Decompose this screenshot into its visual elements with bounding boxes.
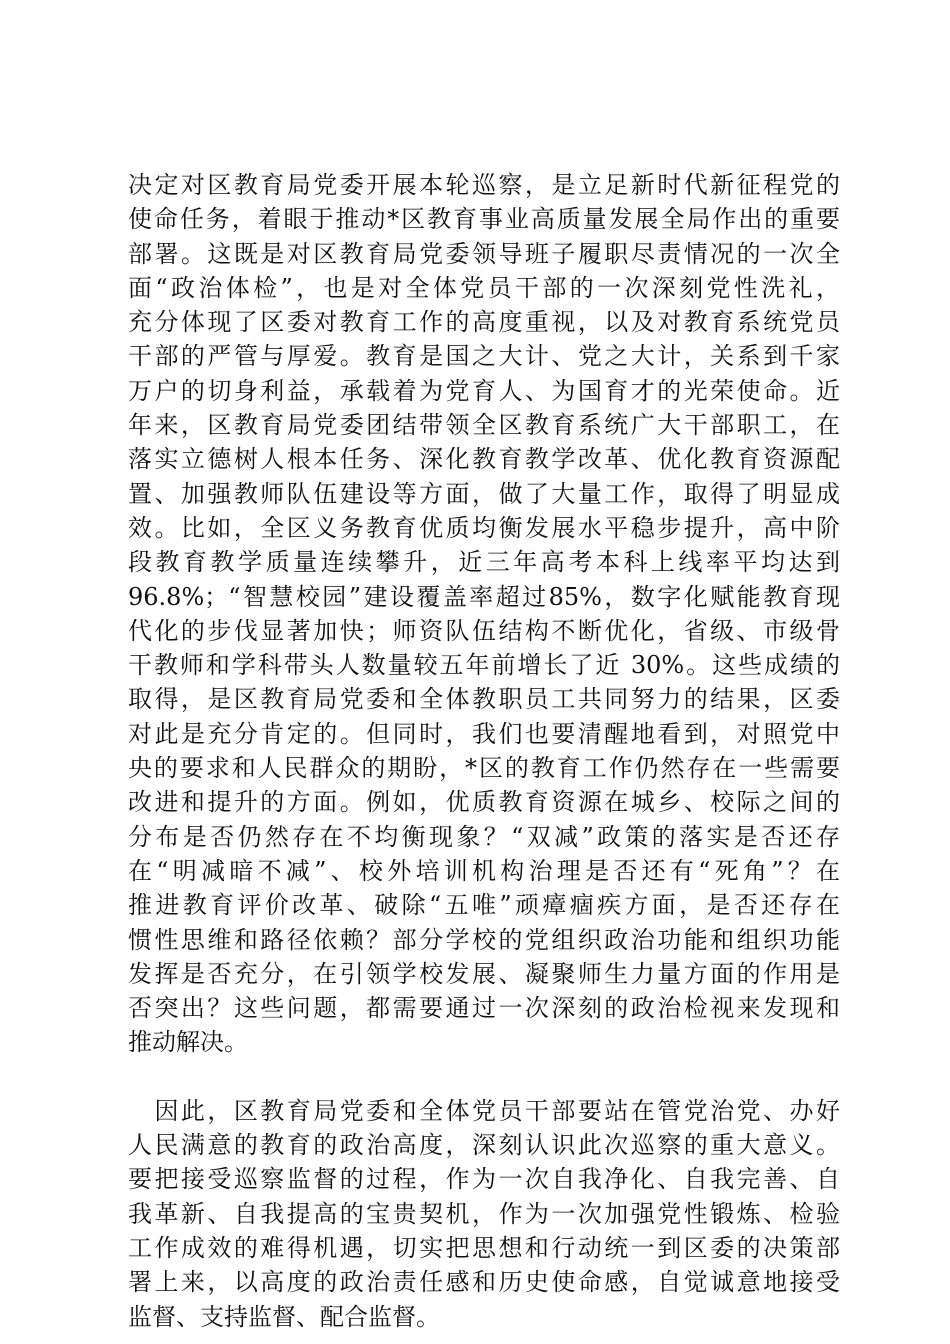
- text-line: 监督、支持监督、配合监督。: [128, 1302, 440, 1331]
- document-body: [128, 168, 840, 1334]
- text-line: 干部的严管与厚爱。教育是国之大计、党之大计，关系到千家: [128, 342, 840, 371]
- text-line: 否突出？这些问题，都需要通过一次深刻的政治检视来发现和: [128, 994, 840, 1023]
- text-line: 要把接受巡察监督的过程，作为一次自我净化、自我完善、自: [128, 1165, 840, 1194]
- text-line: 使命任务，着眼于推动*区教育事业高质量发展全局作出的重要: [128, 205, 840, 234]
- text-line: 效。比如，全区义务教育优质均衡发展水平稳步提升，高中阶: [128, 513, 840, 542]
- text-line: 我革新、自我提高的宝贵契机，作为一次加强党性锻炼、检验: [128, 1199, 840, 1228]
- text-line: 推进教育评价改革、破除“五唯”顽瘴痼疾方面，是否还存在: [128, 891, 840, 920]
- text-line: 年来，区教育局党委团结带领全区教育系统广大干部职工，在: [128, 411, 840, 440]
- text-line: 落实立德树人根本任务、深化教育教学改革、优化教育资源配: [128, 445, 840, 474]
- text-line: 对此是充分肯定的。但同时，我们也要清醒地看到，对照党中: [128, 719, 840, 748]
- text-line: 干教师和学科带头人数量较五年前增长了近 30%。这些成绩的: [128, 651, 840, 680]
- text-line: 央的要求和人民群众的期盼，*区的教育工作仍然存在一些需要: [128, 754, 840, 783]
- text-line: 惯性思维和路径依赖？部分学校的党组织政治功能和组织功能: [128, 925, 840, 954]
- paragraph-gap: [128, 1060, 840, 1094]
- text-line: 代化的步伐显著加快；师资队伍结构不断优化，省级、市级骨: [128, 616, 840, 645]
- text-line: 置、加强教师队伍建设等方面，做了大量工作，取得了明显成: [128, 479, 840, 508]
- text-line: 取得，是区教育局党委和全体教职员工共同努力的结果，区委: [128, 685, 840, 714]
- text-line: 推动解决。: [128, 1028, 248, 1057]
- text-line: 在“明减暗不减”、校外培训机构治理是否还有“死角”？在: [128, 856, 840, 885]
- text-line: 部署。这既是对区教育局党委领导班子履职尽责情况的一次全: [128, 239, 840, 268]
- text-line: 工作成效的难得机遇，切实把思想和行动统一到区委的决策部: [128, 1233, 840, 1262]
- text-line: 人民满意的教育的政治高度，深刻认识此次巡察的重大意义。: [128, 1131, 840, 1160]
- text-line: 96.8%；“智慧校园”建设覆盖率超过85%，数字化赋能教育现: [128, 582, 840, 611]
- text-line: 决定对区教育局党委开展本轮巡察，是立足新时代新征程党的: [128, 171, 840, 199]
- text-line: 万户的切身利益，承载着为党育人、为国育才的光荣使命。近: [128, 376, 840, 405]
- text-line: 充分体现了区委对教育工作的高度重视，以及对教育系统党员: [128, 308, 840, 337]
- text-line: 改进和提升的方面。例如，优质教育资源在城乡、校际之间的: [128, 788, 840, 817]
- text-line: 发挥是否充分，在引领学校发展、凝聚师生力量方面的作用是: [128, 959, 840, 988]
- text-line: 因此，区教育局党委和全体党员干部要站在管党治党、办好: [128, 1096, 840, 1125]
- text-line: 段教育教学质量连续攀升，近三年高考本科上线率平均达到: [128, 548, 840, 577]
- paragraph: [128, 1094, 840, 1334]
- paragraph: [128, 168, 840, 1060]
- text-line: 分布是否仍然存在不均衡现象？“双减”政策的落实是否还存: [128, 822, 840, 851]
- text-line: 署上来，以高度的政治责任感和历史使命感，自觉诚意地接受: [128, 1268, 840, 1297]
- text-line: 面“政治体检”，也是对全体党员干部的一次深刻党性洗礼，: [128, 273, 840, 302]
